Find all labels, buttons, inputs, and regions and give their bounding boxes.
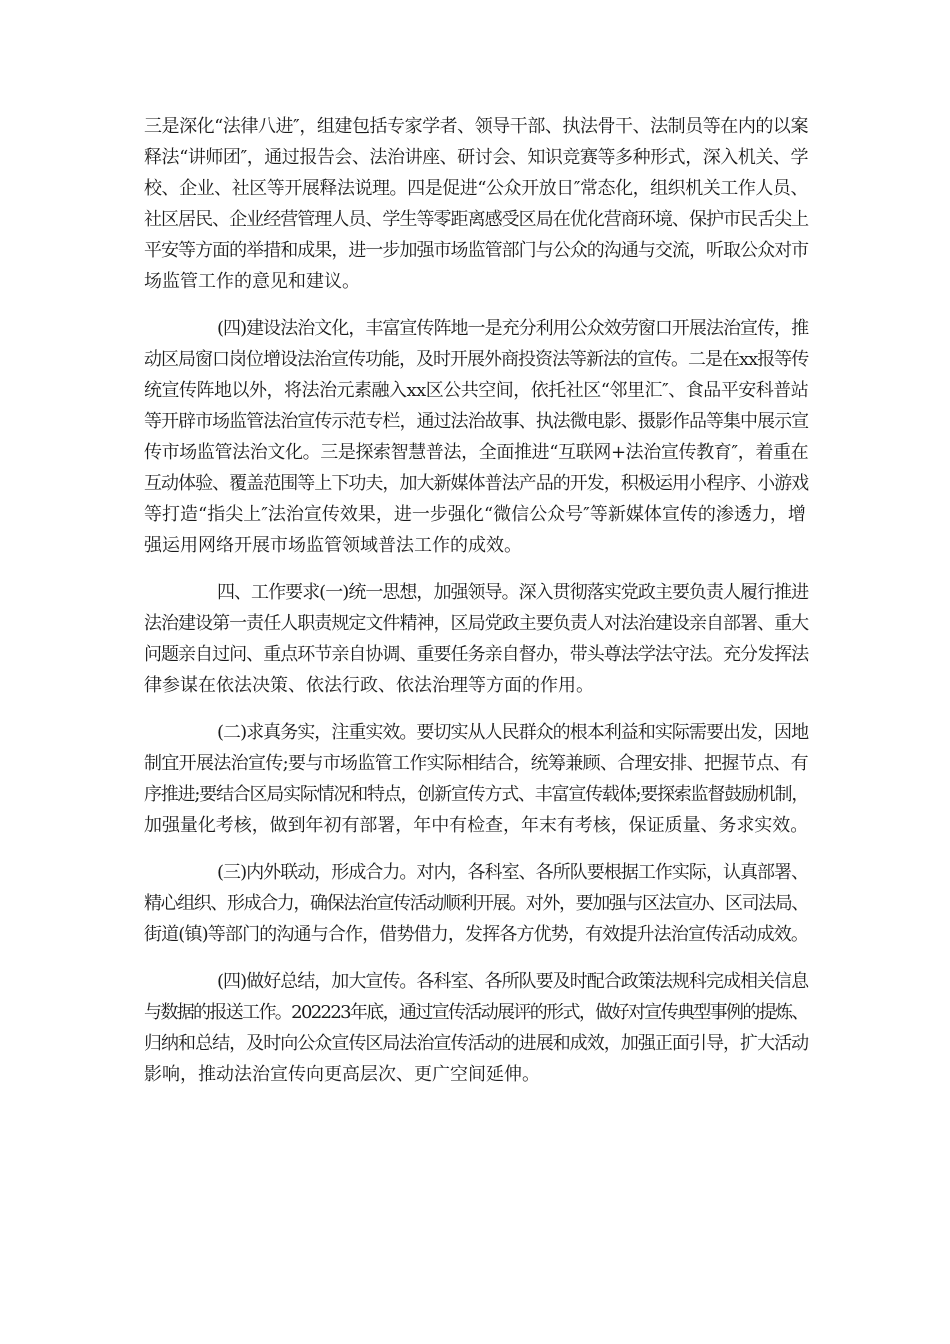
text-line: 影响，推动法治宣传向更高层次、更广空间延伸。 [144,1064,540,1085]
text-line: (二)求真务实，注重实效。要切实从人民群众的根本利益和实际需要出发，因地 [217,722,809,743]
text-line: 三是深化“法律八进″，组建包括专家学者、领导干部、执法骨干、法制员等在内的以案 [144,116,808,137]
text-line: 四、工作要求(一)统一思想，加强领导。深入贯彻落实党政主要负责人履行推进 [217,582,809,603]
text-line: 制宜开展法治宣传;要与市场监管工作实际相结合，统筹兼顾、合理安排、把握节点、有 [144,753,808,774]
text-line: 归纳和总结，及时向公众宣传区局法治宣传活动的进展和成效，加强正面引导，扩大活动 [144,1033,809,1054]
text-line: 精心组织、形成合力，确保法治宣传活动顺利开展。对外，要加强与区法宣办、区司法局、 [144,893,808,914]
text-line: 街道(镇)等部门的沟通与合作，借势借力，发挥各方优势，有效提升法治宣传活动成效。 [144,924,809,945]
text-line: 校、企业、社区等开展释法说理。四是促进“公众开放日″常态化，组织机关工作人员、 [144,178,808,199]
text-line: (三)内外联动，形成合力。对内，各科室、各所队要根据工作实际，认真部署、 [217,862,809,883]
text-line: 律参谋在依法决策、依法行政、依法治理等方面的作用。 [144,675,594,696]
text-line: 法治建设第一责任人职责规定文件精神，区局党政主要负责人对法治建设亲自部署、重大 [144,613,809,634]
text-line: 等打造“指尖上″法治宣传效果，进一步强化“微信公众号″等新媒体宣传的渗透力，增 [144,504,806,525]
text-line: (四)做好总结，加大宣传。各科室、各所队要及时配合政策法规科完成相关信息 [217,971,809,992]
text-line: 加强量化考核，做到年初有部署，年中有检查，年末有考核，保证质量、务求实效。 [144,815,809,836]
text-line: 等开辟市场监管法治宣传示范专栏，通过法治故事、执法微电影、摄影作品等集中展示宣 [144,411,809,432]
text-line: 问题亲自过问、重点环节亲自协调、重要任务亲自督办，带头尊法学法守法。充分发挥法 [144,644,809,665]
text-line: 与数据的报送工作。202223年底，通过宣传活动展评的形式，做好对宣传典型事例的提炼、 [144,1002,808,1023]
text-line: 动区局窗口岗位增设法治宣传功能，及时开展外商投资法等新法的宣传。二是在xx报等传 [144,349,809,370]
text-line: (四)建设法治文化，丰富宣传阵地一是充分利用公众效劳窗口开展法治宣传，推 [217,318,809,339]
text-line: 互动体验、覆盖范围等上下功夫，加大新媒体普法产品的开发，积极运用小程序、小游戏 [144,473,809,494]
text-line: 社区居民、企业经营管理人员、学生等零距离感受区局在优化营商环境、保护市民舌尖上 [144,209,809,230]
text-line: 序推进;要结合区局实际情况和特点，创新宣传方式、丰富宣传载体;要探索监督鼓励机制， [144,784,809,805]
text-line: 平安等方面的举措和成果，进一步加强市场监管部门与公众的沟通与交流，听取公众对市 [144,240,809,261]
text-line: 释法“讲师团″，通过报告会、法治讲座、研讨会、知识竞赛等多种形式，深入机关、学 [144,147,808,168]
text-line: 传市场监管法治文化。三是探索智慧普法，全面推进“互联网+法治宣传教育″，着重在 [144,442,809,463]
text-line: 统宣传阵地以外，将法治元素融入xx区公共空间，依托社区“邻里汇″、食品平安科普站 [144,380,809,401]
text-line: 强运用网络开展市场监管领域普法工作的成效。 [144,535,522,556]
text-line: 场监管工作的意见和建议。 [144,271,360,292]
